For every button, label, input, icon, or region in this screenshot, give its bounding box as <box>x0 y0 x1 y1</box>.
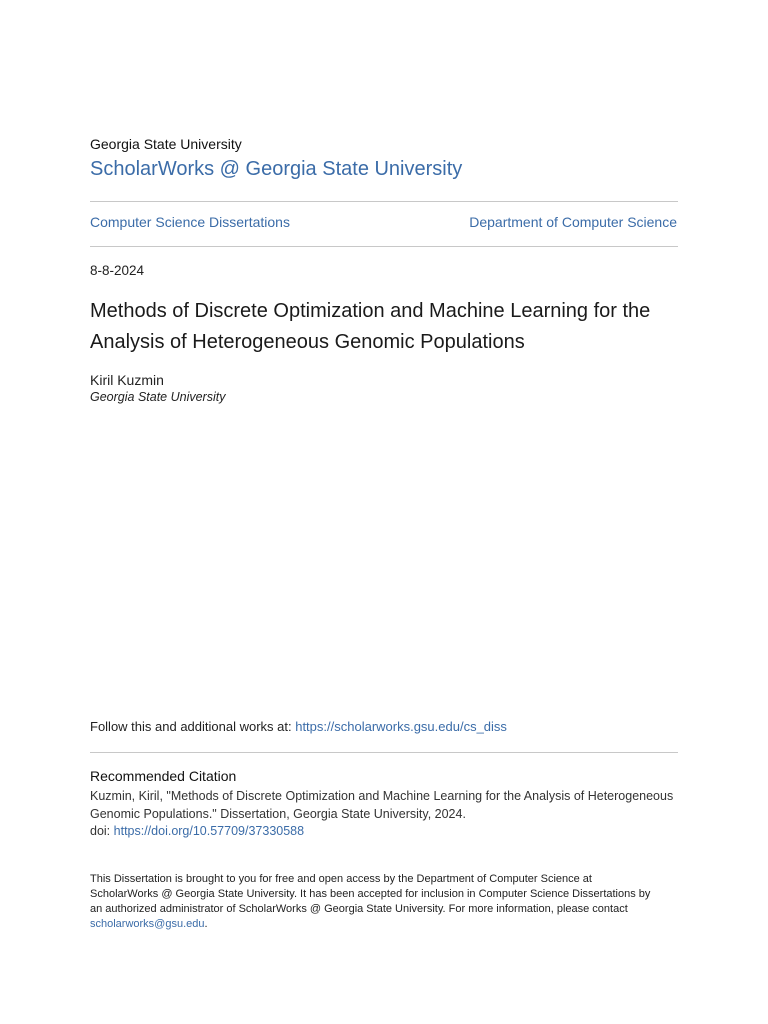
footer-line-3: an authorized administrator of ScholarWorks @ Georgia State University. For more information, please contact <box>90 903 628 915</box>
divider-nav <box>90 246 678 247</box>
repository-link[interactable]: ScholarWorks @ Georgia State University <box>90 158 463 180</box>
document-title <box>90 296 690 358</box>
author-name: Kiril Kuzmin <box>90 372 164 388</box>
title-line-1: Methods of Discrete Optimization and Machine Learning for the <box>90 300 651 322</box>
follow-prefix: Follow this and additional works at: <box>90 719 296 734</box>
citation-line-1: Kuzmin, Kiril, "Methods of Discrete Optimization and Machine Learning for the Analysis of Heterogeneous <box>90 789 674 803</box>
collection-link[interactable]: Computer Science Dissertations <box>90 214 290 230</box>
citation-text <box>90 788 690 841</box>
footer-line-2: ScholarWorks @ Georgia State University. It has been accepted for inclusion in Computer Science Dissertations by <box>90 888 651 900</box>
divider-top <box>90 201 678 202</box>
citation-heading: Recommended Citation <box>90 768 237 784</box>
follow-line <box>90 719 507 734</box>
publication-date: 8-8-2024 <box>90 263 145 278</box>
footer-notice <box>90 872 680 932</box>
collection-url-link[interactable]: https://scholarworks.gsu.edu/cs_diss <box>295 719 507 734</box>
footer-line-4 <box>90 917 680 932</box>
doi-prefix: doi: <box>90 824 114 838</box>
contact-email-link[interactable]: scholarworks@gsu.edu <box>90 918 205 930</box>
citation-line-2: Genomic Populations." Dissertation, Georgia State University, 2024. <box>90 806 466 821</box>
author-affiliation: Georgia State University <box>90 390 226 404</box>
department-link[interactable]: Department of Computer Science <box>469 214 677 230</box>
institution-name: Georgia State University <box>90 136 242 152</box>
title-line-2: Analysis of Heterogeneous Genomic Populations <box>90 331 525 353</box>
footer-line-1: This Dissertation is brought to you for free and open access by the Department of Computer Science at <box>90 873 592 885</box>
doi-link[interactable]: https://doi.org/10.57709/37330588 <box>113 824 305 838</box>
email-suffix: . <box>204 918 208 930</box>
citation-doi <box>90 823 690 841</box>
divider-citation <box>90 752 678 753</box>
